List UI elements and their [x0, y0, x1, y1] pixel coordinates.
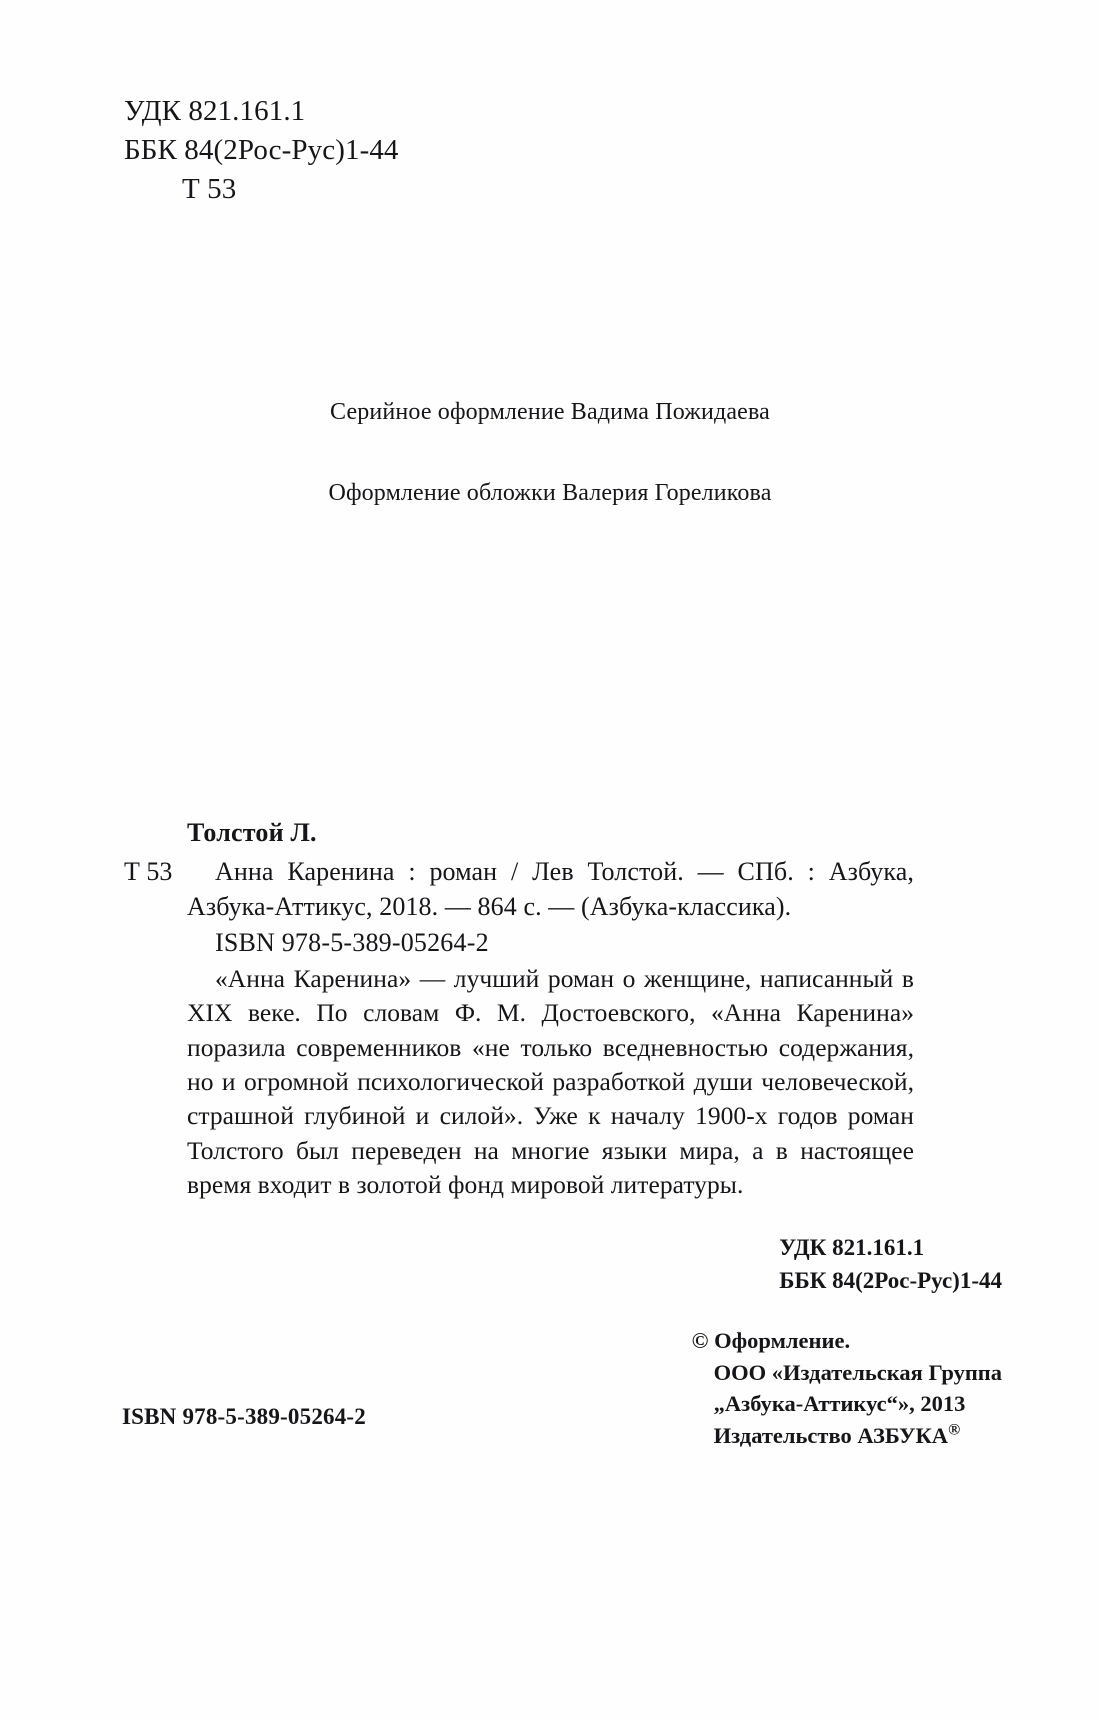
- isbn-bottom: ISBN 978-5-389-05264-2: [122, 1404, 366, 1429]
- copyright-block: [692, 1325, 1002, 1451]
- record-description: Анна Каренина : роман / Лев Толстой. — СПб. : Азбука, Азбука-Аттикус, 2018. — 864 с. — (Азбука-классика).: [187, 857, 914, 921]
- record-author: Толстой Л.: [187, 818, 317, 847]
- author-shelf-code-top: Т 53: [182, 172, 237, 205]
- series-design-credit: Серийное оформление Вадима Пожидаева: [330, 399, 770, 425]
- udk-code-top: УДК 821.161.1: [124, 95, 306, 127]
- cover-design-credit: Оформление обложки Валерия Гореликова: [328, 479, 772, 506]
- udk-code-bottom: УДК 821.161.1: [779, 1235, 925, 1260]
- design-credits: [0, 398, 1100, 508]
- copyright-line-design: © Оформление.: [691, 1328, 851, 1353]
- publishing-house-name: Издательство АЗБУКА: [713, 1422, 949, 1448]
- copyright-line-publisher: ООО «Издательская Группа: [713, 1359, 1002, 1385]
- record-shelf-mark: Т 53: [124, 857, 173, 886]
- bbk-code-bottom: ББК 84(2Рос-Рус)1-44: [779, 1267, 1002, 1293]
- classification-block-top: [124, 92, 399, 209]
- copyright-line-imprint-year: „Азбука-Аттикус“», 2013: [713, 1391, 966, 1416]
- record-isbn: ISBN 978-5-389-05264-2: [215, 928, 489, 958]
- bibliographic-record: [124, 818, 914, 1202]
- registered-trademark-icon: ®: [948, 1420, 961, 1438]
- record-annotation: «Анна Каренина» — лучший роман о женщине, написанный в XIX веке. По словам Ф. М. Достоевского, «Анна Каренина» поразила современников «не только вседневностью содержания, но и огромной психологической разработкой души человеческой, страшной глубиной и силой». Уже к началу 1900-х годов роман Толстого был переведен на многие языки мира, а в настоящее время входит в золотой фонд мировой литературы.: [187, 964, 914, 1199]
- record-body: [124, 855, 914, 924]
- classification-block-bottom: [779, 1232, 1002, 1297]
- copyright-line-publishing-house: [692, 1420, 1002, 1452]
- bbk-code-top: ББК 84(2Рос-Рус)1-44: [124, 133, 399, 166]
